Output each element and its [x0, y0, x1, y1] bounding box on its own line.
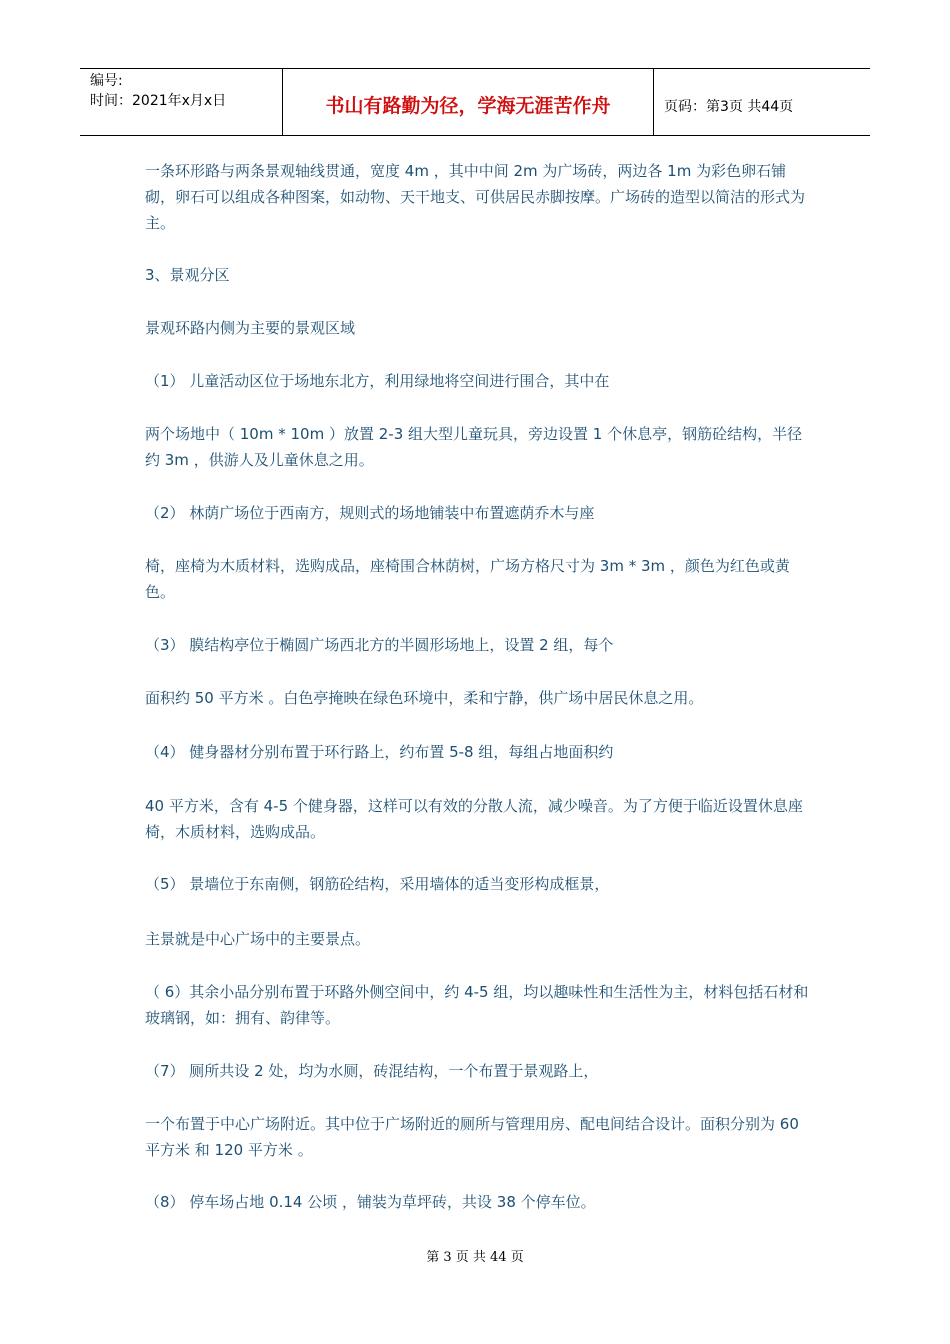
header-page-info: 页码：第3页 共44页: [664, 99, 794, 115]
paragraph-item-4-detail: 40 平方米，含有 4-5 个健身器，这样可以有效的分散人流，减少噪音。为了方便于临近设置休息座椅，木质材料，选购成品。: [145, 797, 803, 841]
paragraph-item-5-detail: 主景就是中心广场中的主要景点。: [145, 930, 371, 948]
paragraph-item-4-intro: （4） 健身器材分别布置于环行路上，约布置 5-8 组，每组占地面积约: [145, 743, 614, 761]
paragraph-ring-road: 一条环形路与两条景观轴线贯通，宽度 4m ，其中中间 2m 为广场砖，两边各 1m 为彩色卵石铺砌，卵石可以组成各种图案，如动物、天干地支、可供居民赤脚按摩。广场砖的造型以简洁的形式为主。: [145, 162, 806, 232]
paragraph-item-2-intro: （2） 林荫广场位于西南方，规则式的场地铺装中布置遮荫乔木与座: [145, 504, 595, 522]
section-heading-landscape-zones: 3、景观分区: [145, 266, 230, 284]
page-footer: 第 3 页 共 44 页: [426, 1250, 524, 1265]
document-number-label: 编号:: [90, 73, 123, 89]
paragraph-item-1-intro: （1） 儿童活动区位于场地东北方，利用绿地将空间进行围合，其中在: [145, 372, 610, 390]
paragraph-item-5-intro: （5） 景墙位于东南侧，钢筋砼结构，采用墙体的适当变形构成框景，: [145, 875, 610, 893]
paragraph-item-1-detail: 两个场地中（ 10m * 10m ）放置 2-3 组大型儿童玩具，旁边设置 1 个休息亭，钢筋砼结构，半径约 3m ，供游人及儿童休息之用。: [145, 425, 803, 469]
paragraph-item-2-detail: 椅，座椅为木质材料，选购成品，座椅围合林荫树，广场方格尺寸为 3m * 3m ，颜色为红色或黄色。: [145, 557, 790, 601]
page-header: [80, 68, 870, 136]
paragraph-item-3-intro: （3） 膜结构亭位于椭圆广场西北方的半圆形场地上，设置 2 组，每个: [145, 636, 614, 654]
paragraph-main-area: 景观环路内侧为主要的景观区域: [145, 319, 356, 337]
document-date: 时间：2021年x月x日: [90, 93, 227, 109]
paragraph-item-7-detail: 一个布置于中心广场附近。其中位于广场附近的厕所与管理用房、配电间结合设计。面积分别为 60 平方米 和 120 平方米 。: [145, 1115, 799, 1159]
paragraph-item-3-detail: 面积约 50 平方米 。白色亭掩映在绿色环境中，柔和宁静，供广场中居民休息之用。: [145, 689, 704, 707]
paragraph-item-8: （8） 停车场占地 0.14 公顷 ，铺装为草坪砖，共设 38 个停车位。: [145, 1193, 596, 1211]
header-motto: 书山有路勤为径，学海无涯苦作舟: [282, 69, 654, 135]
header-meta: [90, 71, 280, 111]
paragraph-item-7-intro: （7） 厕所共设 2 处，均为水厕，砖混结构，一个布置于景观路上，: [145, 1062, 599, 1080]
paragraph-item-6: （ 6）其余小品分别布置于环路外侧空间中，约 4-5 组，均以趣味性和生活性为主，材料包括石材和玻璃钢，如：拥有、韵律等。: [145, 983, 809, 1027]
